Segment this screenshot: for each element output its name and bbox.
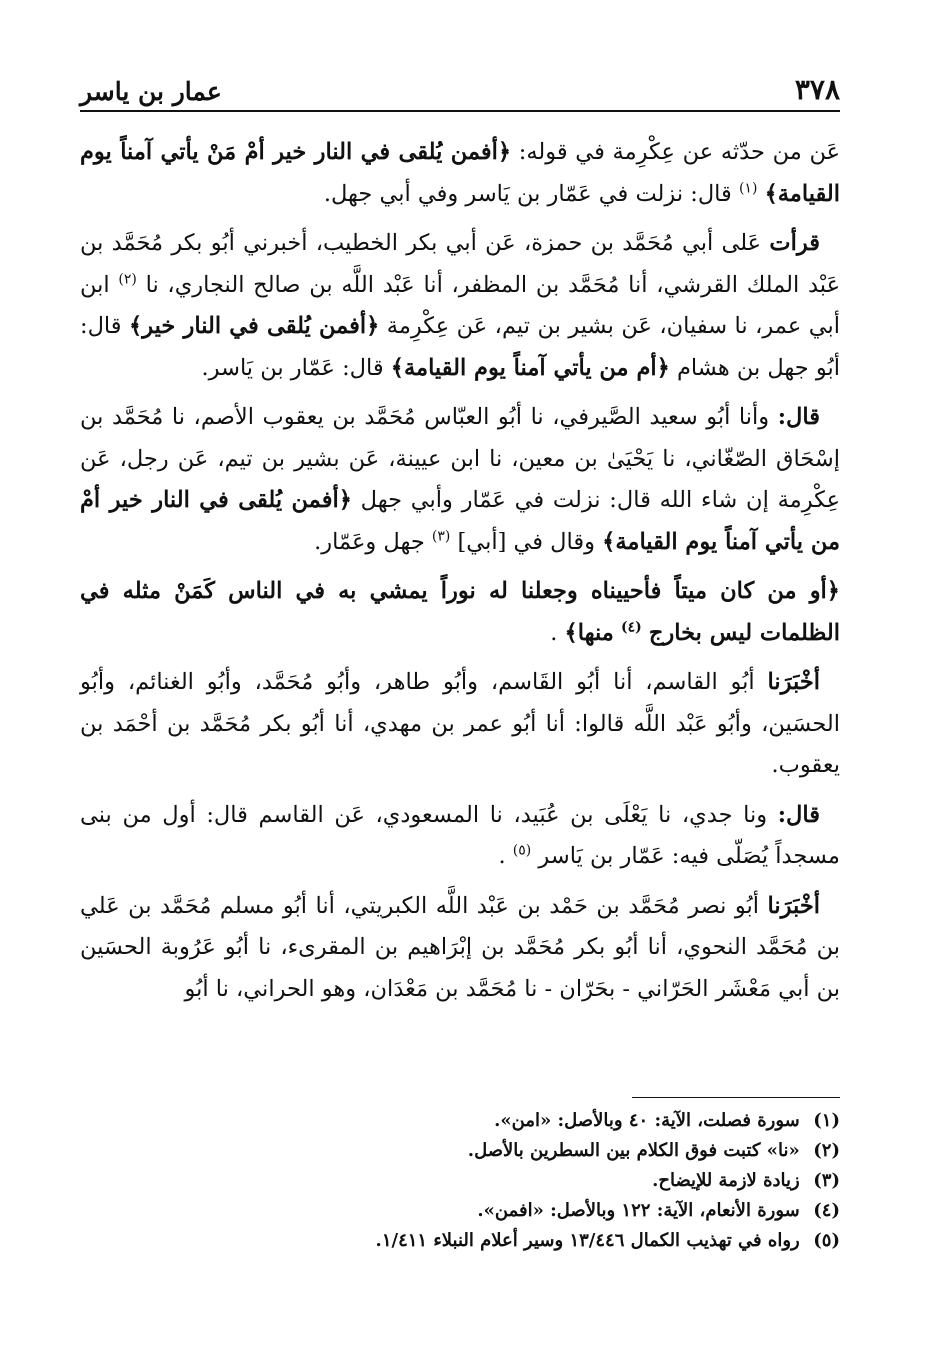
paragraph [80,662,840,787]
text-run: عَن من حدّثه عن عِكْرِمة في قوله: [511,139,840,165]
footnote-text: سورة الأنعام، الآية: ١٢٢ وبالأصل: «افمن». [477,1200,800,1221]
paragraph [80,223,840,389]
quran-quote: ﴿أفمن يُلقى في النار خير﴾ [129,313,380,339]
text-run: ابن أبي عمر، نا سفيان، عَن بشير بن تيم، عَن عِكْرِمة [80,271,840,339]
paragraph [80,132,840,215]
text-run: وأنا أبُو سعيد الصَّيرفي، نا أبُو العبّاس مُحَمَّد بن يعقوب الأصم، نا مُحَمَّد بن إسْحَاق الصّغّاني، نا يَحْيَىٰ بن معين، نا ابن عيينة، عَن بشير بن تيم، عَن رجل، عَن عِكْرِمة إن شاء الله قال: نزلت في عَمّار وأبي جهل [80,404,840,513]
quran-quote: ﴿أم من يأتي آمناً يوم القيامة﴾ [390,354,670,381]
footnote-ref[interactable]: (٥) [512,842,532,859]
header-rule [80,110,840,112]
paragraph [80,795,840,878]
text-run: قال: نزلت في عَمّار بن يَاسر وفي أبي جهل. [323,180,732,207]
footnote-ref[interactable]: (١) [738,180,758,196]
footnote-number: (٢) [813,1140,840,1161]
text-run: أبُو القاسم، أنا أبُو القَاسم، وأبُو طاهر، وأبُو مُحَمَّد، وأبُو الغنائم، وأبُو الحسَين، وأبُو عَبْد اللَّه قالوا: أنا أبُو عمر بن مهدي، أنا أبُو بكر مُحَمَّد بن أحْمَد بن يعقوب. [80,669,840,778]
footnote-ref[interactable]: (٢) [118,271,137,287]
footnote-number: (٣) [813,1170,840,1191]
text-run: وقال في [أبي] [457,528,595,555]
lead-word: قال: [777,801,821,828]
footnote-item [80,1106,840,1136]
text-run: ونا جدي، نا يَعْلَى بن عُبَيد، نا المسعودي، عَن القاسم قال: أول من بنى مسجداً يُصَلّى فيه: عَمّار بن يَاسر [80,801,840,869]
text-run: قال: أبُو جهل بن هشام [80,313,840,381]
quran-quote: ﴿أو من كان ميتاً فأحييناه وجعلنا له نوراً يمشي به في الناس كَمَنْ مثله في الظلمات ليس بخارج [80,578,840,646]
footnote-item [80,1166,840,1196]
main-text [80,132,840,1018]
footnote-text: «نا» كتبت فوق الكلام بين السطرين بالأصل. [467,1140,800,1161]
footnote-separator [632,1097,840,1098]
footnote-text: رواه في تهذيب الكمال ١٣/٤٤٦ وسير أعلام النبلاء ١/٤١١. [375,1230,800,1251]
lead-word: قال: [777,404,820,430]
quran-quote: منها﴾ [564,619,614,646]
footnote-text: سورة فصلت، الآية: ٤٠ وبالأصل: «امن». [494,1110,800,1131]
footnote-ref[interactable]: (٣) [431,528,451,544]
footnote-item [80,1136,840,1166]
text-run: قال: عَمّار بن يَاسر. [201,354,384,381]
text-run: أبُو نصر مُحَمَّد بن حَمْد بن عَبْد اللَّه الكبريتي، أنا أبُو مسلم مُحَمَّد بن عَلي بن مُحَمَّد النحوي، أنا أبُو بكر مُحَمَّد بن إبْرَاهيم بن المقرىء، نا أبُو عَرُوبة الحسَين بن أبي مَعْشَر الحَرّاني - بحَرّان - نا مُحَمَّد بن مَعْدَان، وهو الحراني، نا أبُو [80,892,840,1002]
running-title: عمار بن ياسر [80,77,222,106]
footnote-item [80,1226,840,1256]
lead-word: أخْبَرَنا [767,892,820,919]
quran-quote: ﴿أفمن يُلقى في النار خير أمْ مَنْ يأتي آمناً يوم القيامة﴾ [80,139,840,207]
text-run: عَلى أبي مُحَمَّد بن حمزة، عَن أبي بكر الخطيب، أخبرني أبُو بكر مُحَمَّد بن عَبْد الملك القرشي، أنا مُحَمَّد بن المظفر، أنا عَبْد اللَّه بن صالح النجاري، نا [80,230,840,298]
lead-word: أخْبَرَنا [767,669,820,695]
text-run: . [550,619,558,646]
quran-quote: ﴿أفمن يُلقى في النار خير أمْ من يأتي آمناً يوم القيامة﴾ [80,487,840,555]
footnote-text: زيادة لازمة للإيضاح. [652,1170,800,1191]
text-run: . [498,843,506,869]
paragraph [80,397,840,563]
footnotes [80,1106,840,1256]
lead-word: قرأت [769,230,820,256]
footnote-number: (٤) [813,1200,840,1221]
text-run: جهل وعَمّار. [314,528,425,555]
footnote-number: (٥) [813,1230,840,1251]
paragraph [80,571,840,654]
footnote-item [80,1196,840,1226]
paragraph [80,886,840,1011]
page-number: ٣٧٨ [794,73,840,106]
footnote-number: (١) [813,1110,840,1131]
page-header [80,62,840,106]
footnote-ref[interactable]: (٤) [620,619,642,635]
